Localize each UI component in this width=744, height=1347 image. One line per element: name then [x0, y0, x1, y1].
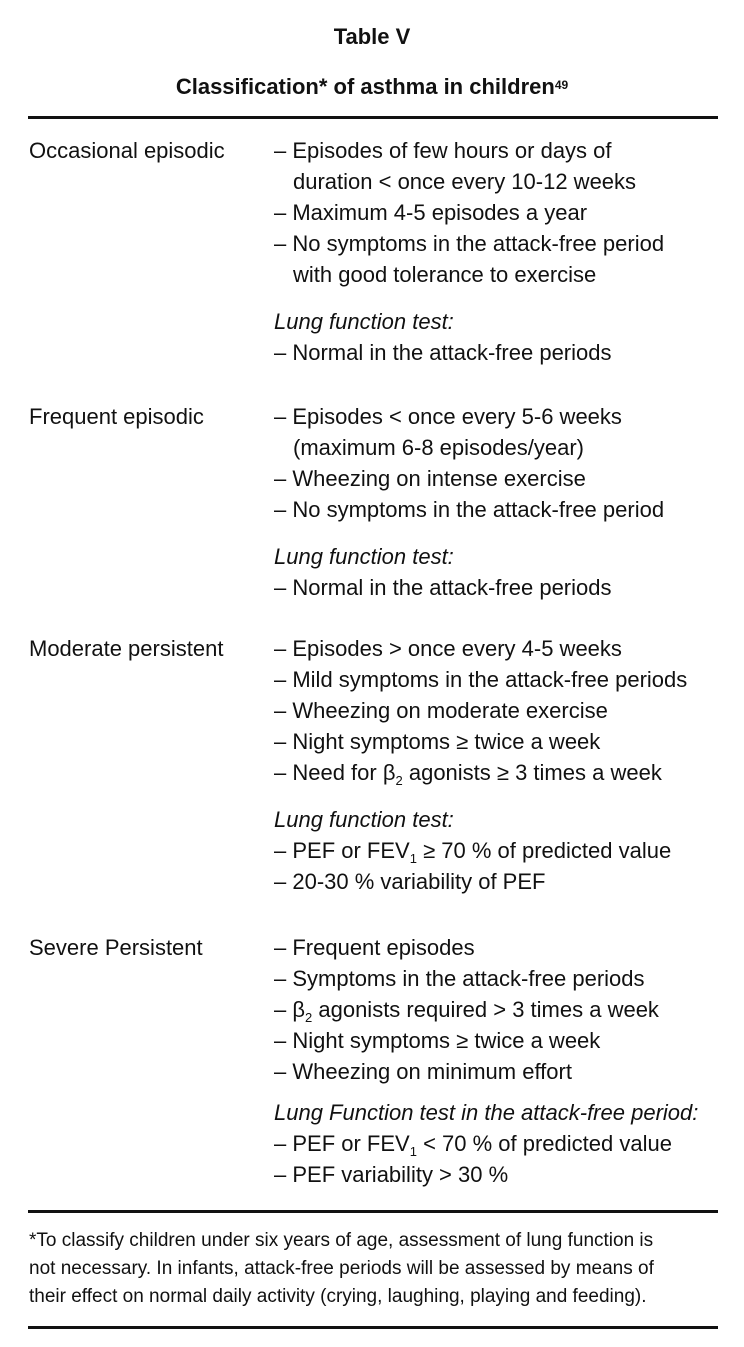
subtitle-reference: 49 — [554, 78, 569, 92]
footnote-line: not necessary. In infants, attack-free periods will be assessed by means of — [29, 1258, 654, 1279]
top-rule — [28, 116, 718, 119]
fev-prefix: – PEF or FEV — [274, 1131, 410, 1156]
criterion-line: – Episodes > once every 4-5 weeks — [274, 636, 622, 661]
lung-function-line: – Normal in the attack-free periods — [274, 575, 612, 600]
fev-prefix: – PEF or FEV — [274, 838, 410, 863]
fev-subscript: 1 — [409, 851, 417, 866]
criterion-line: – No symptoms in the attack-free period — [274, 497, 665, 522]
criterion-line: – Wheezing on moderate exercise — [274, 698, 608, 723]
bottom-table-rule — [28, 1210, 718, 1213]
criterion-line: – No symptoms in the attack-free period — [274, 231, 665, 256]
beta-prefix: – β — [274, 997, 306, 1022]
subtitle-text: Classification* of asthma in children — [175, 74, 555, 99]
criterion-line: – Wheezing on intense exercise — [274, 466, 586, 491]
category-frequent-episodic: Frequent episodic — [29, 404, 204, 429]
criterion-line: (maximum 6-8 episodes/year) — [293, 435, 584, 460]
criterion-line: – Symptoms in the attack-free periods — [274, 966, 645, 991]
criterion-line: duration < once every 10-12 weeks — [293, 169, 637, 194]
lung-function-line: – PEF variability > 30 % — [274, 1162, 509, 1187]
footnote-line: their effect on normal daily activity (crying, laughing, playing and feeding). — [29, 1286, 647, 1307]
criteria-moderate-persistent — [274, 633, 734, 897]
lung-function-fev-line — [274, 1128, 734, 1159]
criterion-line: – Episodes of few hours or days of — [274, 138, 612, 163]
beta-suffix: agonists ≥ 3 times a week — [402, 760, 662, 785]
lung-function-heading: Lung function test: — [274, 544, 454, 569]
criterion-line: – Mild symptoms in the attack-free periods — [274, 667, 688, 692]
category-moderate-persistent: Moderate persistent — [29, 636, 224, 661]
lung-function-line: – Normal in the attack-free periods — [274, 340, 612, 365]
beta-suffix: agonists required > 3 times a week — [312, 997, 659, 1022]
lung-function-line: – 20-30 % variability of PEF — [274, 869, 546, 894]
lung-function-heading: Lung function test: — [274, 309, 454, 334]
criteria-frequent-episodic — [274, 401, 734, 603]
criterion-line: – Maximum 4-5 episodes a year — [274, 200, 588, 225]
beta-prefix: – Need for β — [274, 760, 396, 785]
criterion-line: with good tolerance to exercise — [293, 262, 597, 287]
beta-subscript: 2 — [305, 1010, 313, 1025]
criterion-line: – Episodes < once every 5-6 weeks — [274, 404, 622, 429]
lung-function-heading: Lung Function test in the attack-free period: — [274, 1100, 699, 1125]
criterion-line: – Wheezing on minimum effort — [274, 1059, 572, 1084]
fev-suffix: < 70 % of predicted value — [416, 1131, 672, 1156]
beta-subscript: 2 — [395, 773, 403, 788]
criterion-line-beta — [274, 757, 734, 788]
criterion-line: – Night symptoms ≥ twice a week — [274, 729, 601, 754]
fev-suffix: ≥ 70 % of predicted value — [416, 838, 672, 863]
category-occasional-episodic: Occasional episodic — [29, 138, 225, 163]
category-severe-persistent: Severe Persistent — [29, 935, 203, 960]
table-subtitle — [0, 73, 744, 101]
criteria-occasional-episodic — [274, 135, 734, 368]
table-title: Table V — [333, 24, 411, 49]
footnote-bottom-rule — [28, 1326, 718, 1329]
criterion-line-beta — [274, 994, 734, 1025]
criterion-line: – Frequent episodes — [274, 935, 475, 960]
lung-function-heading: Lung function test: — [274, 807, 454, 832]
criterion-line: – Night symptoms ≥ twice a week — [274, 1028, 601, 1053]
criteria-severe-persistent — [274, 932, 734, 1190]
lung-function-fev-line — [274, 835, 734, 866]
footnote-line: *To classify children under six years of age, assessment of lung function is — [29, 1230, 654, 1251]
table-footnote — [29, 1227, 719, 1311]
fev-subscript: 1 — [409, 1144, 417, 1159]
